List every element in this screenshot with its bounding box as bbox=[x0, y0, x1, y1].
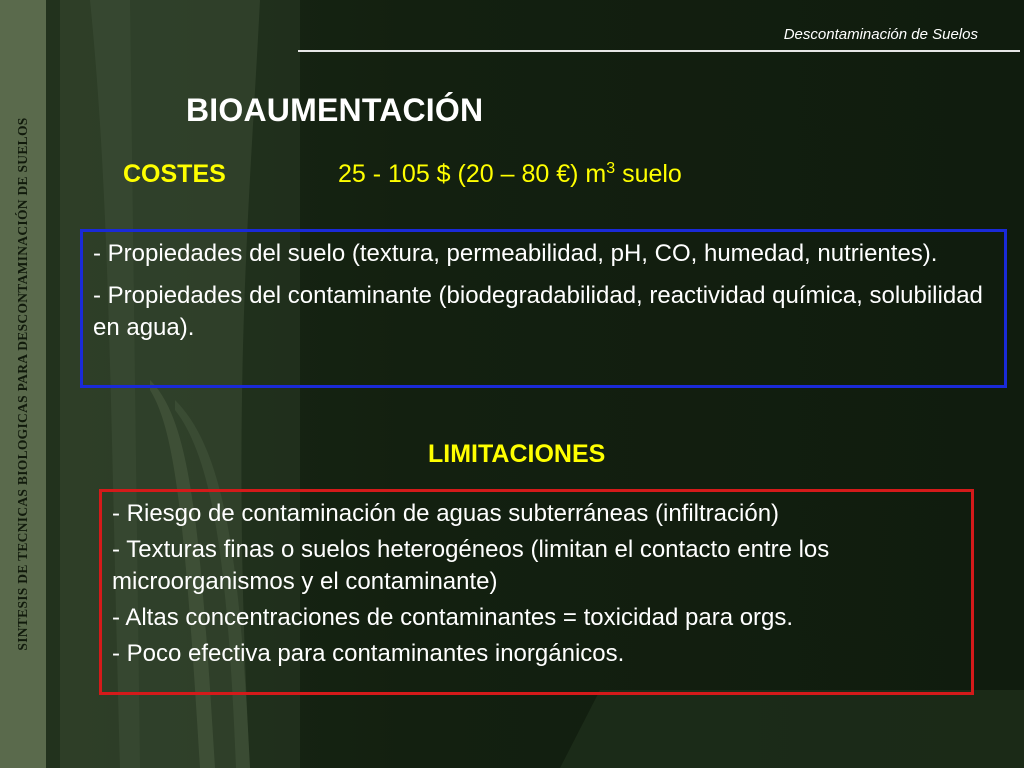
property-item-contaminant: - Propiedades del contaminante (biodegradabilidad, reactividad química, solubilidad en agua). bbox=[93, 282, 983, 341]
header-label: Descontaminación de Suelos bbox=[783, 26, 978, 43]
limitations-title: LIMITACIONES bbox=[428, 440, 606, 468]
header-divider bbox=[298, 50, 1020, 52]
limitations-box bbox=[99, 489, 974, 695]
costs-value bbox=[338, 160, 682, 189]
costs-amount: 25 - 105 $ (20 – 80 €) m bbox=[338, 160, 607, 188]
limitation-item: - Riesgo de contaminación de aguas subterráneas (infiltración) bbox=[112, 500, 780, 527]
limitation-item: - Altas concentraciones de contaminantes = toxicidad para orgs. bbox=[112, 604, 794, 631]
sidebar-title: SINTESIS DE TECNICAS BIOLOGICAS PARA DESCONTAMINACIÓN DE SUELOS bbox=[15, 117, 30, 651]
limitation-item: - Texturas finas o suelos heterogéneos (limitan el contacto entre los microorganismos y el contaminante) bbox=[112, 536, 830, 595]
properties-box bbox=[80, 229, 1007, 388]
costs-label: COSTES bbox=[123, 160, 226, 188]
costs-exponent: 3 bbox=[606, 160, 616, 177]
slide-title: BIOAUMENTACIÓN bbox=[186, 92, 484, 128]
limitation-item: - Poco efectiva para contaminantes inorgánicos. bbox=[112, 640, 625, 667]
costs-unit: suelo bbox=[615, 160, 682, 188]
property-item-soil: - Propiedades del suelo (textura, permeabilidad, pH, CO, humedad, nutrientes). bbox=[93, 240, 938, 267]
sidebar bbox=[0, 0, 46, 768]
